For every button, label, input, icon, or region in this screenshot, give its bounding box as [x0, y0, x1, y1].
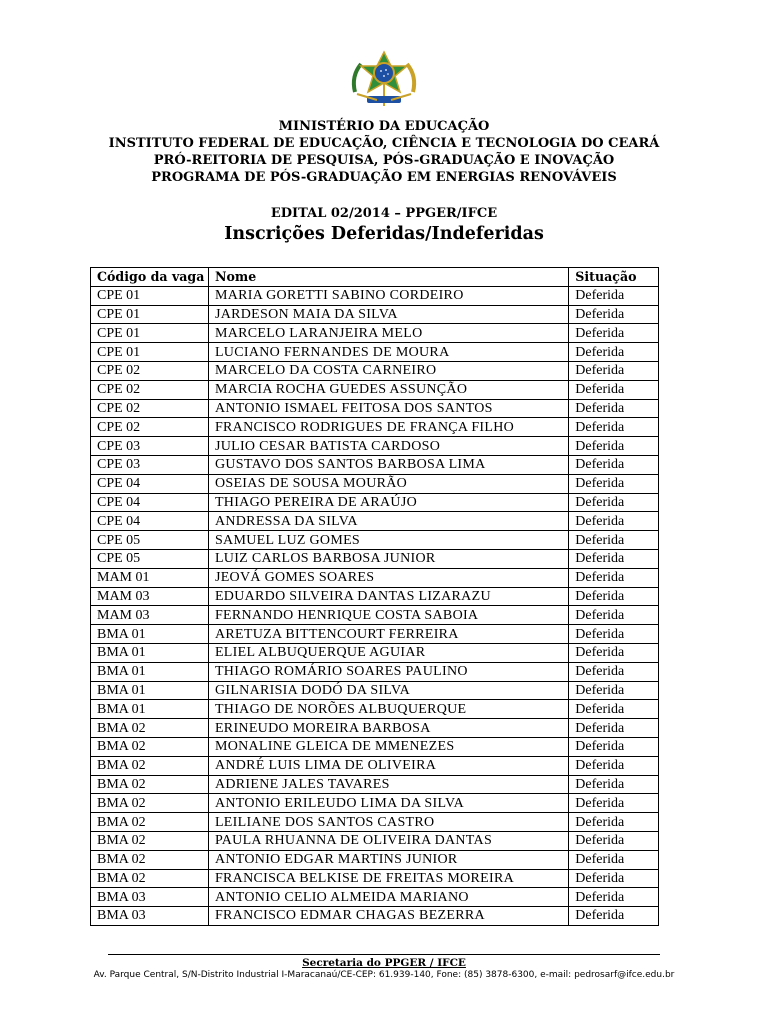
cell-code: CPE 01 — [91, 286, 209, 305]
cell-status: Deferida — [569, 286, 659, 305]
cell-name: MARCELO DA COSTA CARNEIRO — [208, 361, 568, 380]
table-row — [91, 794, 659, 813]
cell-name: ANTONIO CELIO ALMEIDA MARIANO — [208, 888, 568, 907]
cell-code: CPE 05 — [91, 549, 209, 568]
cell-code: BMA 02 — [91, 737, 209, 756]
cell-code: CPE 02 — [91, 418, 209, 437]
cell-code: BMA 01 — [91, 681, 209, 700]
cell-name: JARDESON MAIA DA SILVA — [208, 305, 568, 324]
cell-status: Deferida — [569, 794, 659, 813]
cell-name: JULIO CESAR BATISTA CARDOSO — [208, 437, 568, 456]
table-row — [91, 907, 659, 926]
cell-name: JEOVÁ GOMES SOARES — [208, 568, 568, 587]
cell-status: Deferida — [569, 493, 659, 512]
cell-name: ANTONIO ERILEUDO LIMA DA SILVA — [208, 794, 568, 813]
cell-status: Deferida — [569, 662, 659, 681]
table-row — [91, 756, 659, 775]
cell-name: THIAGO PEREIRA DE ARAÚJO — [208, 493, 568, 512]
cell-status: Deferida — [569, 719, 659, 738]
cell-name: EDUARDO SILVEIRA DANTAS LIZARAZU — [208, 587, 568, 606]
column-header-name: Nome — [208, 268, 568, 287]
cell-name: ANTONIO ISMAEL FEITOSA DOS SANTOS — [208, 399, 568, 418]
cell-status: Deferida — [569, 606, 659, 625]
table-row — [91, 512, 659, 531]
brazil-coat-of-arms-icon — [347, 50, 421, 112]
cell-status: Deferida — [569, 437, 659, 456]
cell-name: FRANCISCO RODRIGUES DE FRANÇA FILHO — [208, 418, 568, 437]
cell-status: Deferida — [569, 549, 659, 568]
cell-status: Deferida — [569, 700, 659, 719]
cell-name: ARETUZA BITTENCOURT FERREIRA — [208, 625, 568, 644]
cell-name: THIAGO ROMÁRIO SOARES PAULINO — [208, 662, 568, 681]
ministry-line: MINISTÉRIO DA EDUCAÇÃO — [278, 119, 490, 134]
cell-code: BMA 03 — [91, 888, 209, 907]
cell-name: LUIZ CARLOS BARBOSA JUNIOR — [208, 549, 568, 568]
cell-status: Deferida — [569, 474, 659, 493]
cell-code: MAM 03 — [91, 587, 209, 606]
cell-name: LUCIANO FERNANDES DE MOURA — [208, 343, 568, 362]
program-line: PROGRAMA DE PÓS-GRADUAÇÃO EM ENERGIAS RENOVÁVEIS — [151, 170, 617, 185]
table-row — [91, 813, 659, 832]
cell-code: MAM 03 — [91, 606, 209, 625]
cell-code: BMA 02 — [91, 813, 209, 832]
cell-code: BMA 01 — [91, 643, 209, 662]
cell-status: Deferida — [569, 380, 659, 399]
cell-status: Deferida — [569, 737, 659, 756]
cell-code: CPE 04 — [91, 512, 209, 531]
cell-code: BMA 02 — [91, 831, 209, 850]
cell-name: ANDRESSA DA SILVA — [208, 512, 568, 531]
cell-status: Deferida — [569, 681, 659, 700]
cell-status: Deferida — [569, 531, 659, 550]
table-row — [91, 568, 659, 587]
cell-code: BMA 01 — [91, 625, 209, 644]
table-row — [91, 361, 659, 380]
table-row — [91, 869, 659, 888]
institution-header — [0, 118, 768, 186]
cell-status: Deferida — [569, 888, 659, 907]
cell-name: GILNARISIA DODÓ DA SILVA — [208, 681, 568, 700]
cell-code: CPE 01 — [91, 343, 209, 362]
cell-code: BMA 02 — [91, 794, 209, 813]
institute-line: INSTITUTO FEDERAL DE EDUCAÇÃO, CIÊNCIA E TECNOLOGIA DO CEARÁ — [108, 136, 660, 151]
cell-code: CPE 03 — [91, 437, 209, 456]
table-row — [91, 775, 659, 794]
cell-status: Deferida — [569, 587, 659, 606]
table-row — [91, 587, 659, 606]
table-row — [91, 625, 659, 644]
table-row — [91, 662, 659, 681]
cell-name: MARCIA ROCHA GUEDES ASSUNÇÃO — [208, 380, 568, 399]
table-row — [91, 305, 659, 324]
table-row — [91, 286, 659, 305]
cell-code: CPE 04 — [91, 493, 209, 512]
cell-name: FRANCISCA BELKISE DE FREITAS MOREIRA — [208, 869, 568, 888]
table-row — [91, 324, 659, 343]
page-title: Inscrições Deferidas/Indeferidas — [224, 224, 544, 244]
cell-status: Deferida — [569, 850, 659, 869]
cell-status: Deferida — [569, 813, 659, 832]
table-row — [91, 474, 659, 493]
table-row — [91, 737, 659, 756]
cell-code: BMA 02 — [91, 719, 209, 738]
cell-name: PAULA RHUANNA DE OLIVEIRA DANTAS — [208, 831, 568, 850]
column-header-code: Código da vaga — [91, 268, 209, 287]
cell-status: Deferida — [569, 305, 659, 324]
table-row — [91, 681, 659, 700]
cell-code: BMA 02 — [91, 869, 209, 888]
cell-status: Deferida — [569, 361, 659, 380]
cell-name: SAMUEL LUZ GOMES — [208, 531, 568, 550]
cell-status: Deferida — [569, 455, 659, 474]
table-row — [91, 418, 659, 437]
column-header-status: Situação — [569, 268, 659, 287]
cell-status: Deferida — [569, 399, 659, 418]
table-row — [91, 700, 659, 719]
cell-status: Deferida — [569, 625, 659, 644]
cell-name: GUSTAVO DOS SANTOS BARBOSA LIMA — [208, 455, 568, 474]
cell-name: ELIEL ALBUQUERQUE AGUIAR — [208, 643, 568, 662]
cell-status: Deferida — [569, 324, 659, 343]
table-row — [91, 531, 659, 550]
table-row — [91, 888, 659, 907]
cell-status: Deferida — [569, 907, 659, 926]
table-row — [91, 719, 659, 738]
cell-status: Deferida — [569, 756, 659, 775]
cell-name: FERNANDO HENRIQUE COSTA SABOIA — [208, 606, 568, 625]
cell-code: CPE 02 — [91, 399, 209, 418]
cell-code: CPE 01 — [91, 305, 209, 324]
edital-number: EDITAL 02/2014 – PPGER/IFCE — [270, 206, 498, 221]
cell-name: THIAGO DE NORÕES ALBUQUERQUE — [208, 700, 568, 719]
cell-code: CPE 03 — [91, 455, 209, 474]
cell-code: CPE 02 — [91, 361, 209, 380]
cell-name: FRANCISCO EDMAR CHAGAS BEZERRA — [208, 907, 568, 926]
table-row — [91, 606, 659, 625]
cell-name: ANTONIO EDGAR MARTINS JUNIOR — [208, 850, 568, 869]
footer-divider — [108, 954, 660, 955]
footer-title: Secretaria do PPGER / IFCE — [302, 957, 466, 969]
cell-name: ERINEUDO MOREIRA BARBOSA — [208, 719, 568, 738]
cell-name: ADRIENE JALES TAVARES — [208, 775, 568, 794]
cell-status: Deferida — [569, 831, 659, 850]
cell-name: MARIA GORETTI SABINO CORDEIRO — [208, 286, 568, 305]
table-row — [91, 850, 659, 869]
registrations-table — [90, 267, 659, 926]
cell-code: CPE 01 — [91, 324, 209, 343]
footer-address: Av. Parque Central, S/N-Distrito Industrial I-Maracanaú/CE-CEP: 61.939-140, Fone: (85) 3878-6300, e-mail: pedrosarf@ifce.edu.br — [93, 970, 675, 980]
cell-code: CPE 04 — [91, 474, 209, 493]
cell-code: BMA 02 — [91, 775, 209, 794]
cell-status: Deferida — [569, 568, 659, 587]
table-row — [91, 399, 659, 418]
table-row — [91, 831, 659, 850]
table-row — [91, 437, 659, 456]
cell-status: Deferida — [569, 869, 659, 888]
table-row — [91, 549, 659, 568]
cell-code: BMA 02 — [91, 850, 209, 869]
table-row — [91, 455, 659, 474]
cell-name: OSEIAS DE SOUSA MOURÃO — [208, 474, 568, 493]
table-row — [91, 343, 659, 362]
cell-code: CPE 05 — [91, 531, 209, 550]
cell-code: CPE 02 — [91, 380, 209, 399]
table-row — [91, 493, 659, 512]
cell-code: BMA 01 — [91, 700, 209, 719]
cell-status: Deferida — [569, 512, 659, 531]
table-row — [91, 643, 659, 662]
cell-name: ANDRÉ LUIS LIMA DE OLIVEIRA — [208, 756, 568, 775]
cell-status: Deferida — [569, 343, 659, 362]
cell-name: LEILIANE DOS SANTOS CASTRO — [208, 813, 568, 832]
cell-name: MARCELO LARANJEIRA MELO — [208, 324, 568, 343]
table-row — [91, 380, 659, 399]
cell-code: BMA 02 — [91, 756, 209, 775]
cell-code: BMA 03 — [91, 907, 209, 926]
pro-rectorate-line: PRÓ-REITORIA DE PESQUISA, PÓS-GRADUAÇÃO E INOVAÇÃO — [153, 153, 615, 168]
cell-name: MONALINE GLEICA DE MMENEZES — [208, 737, 568, 756]
cell-status: Deferida — [569, 643, 659, 662]
cell-code: BMA 01 — [91, 662, 209, 681]
cell-code: MAM 01 — [91, 568, 209, 587]
table-header-row — [91, 268, 659, 287]
cell-status: Deferida — [569, 775, 659, 794]
cell-status: Deferida — [569, 418, 659, 437]
